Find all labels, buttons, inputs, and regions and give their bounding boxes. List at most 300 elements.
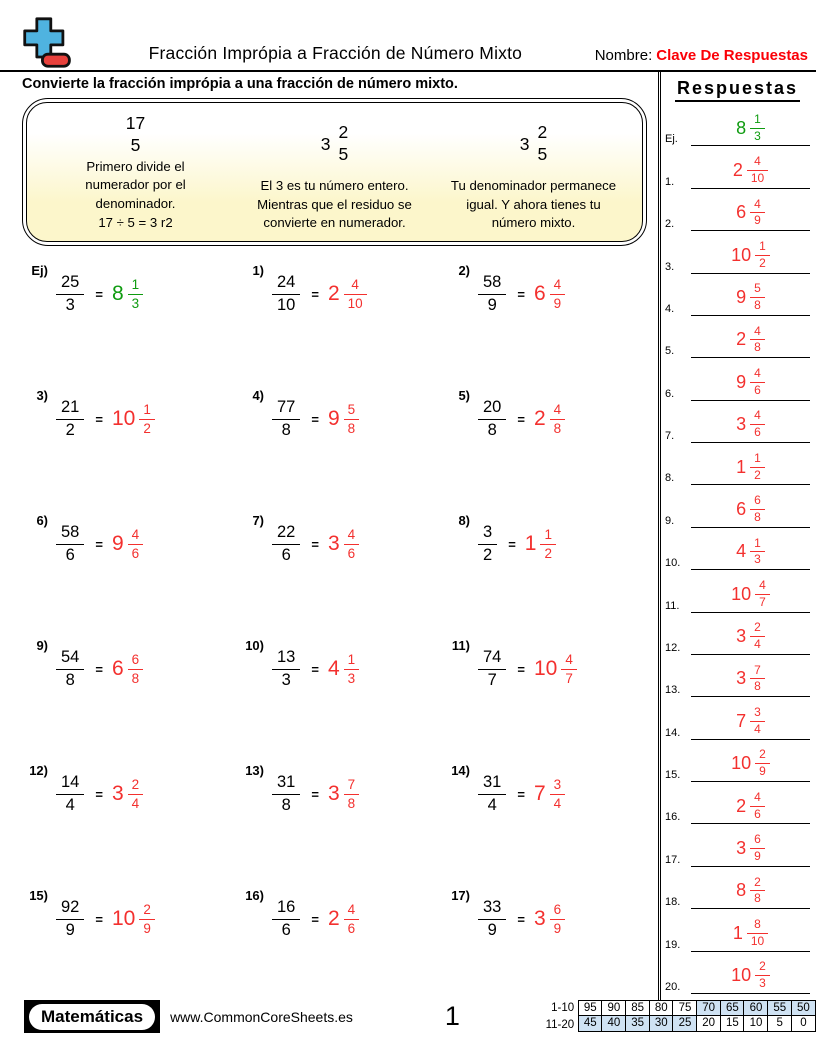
answer-blank-line — [691, 621, 810, 655]
denominator: 8 — [272, 794, 300, 816]
name-label: Nombre: — [594, 47, 653, 64]
answer-value: 3 4 6 — [736, 409, 765, 440]
brand-logo: Matemáticas — [29, 1004, 155, 1030]
problem-number: 3) — [36, 388, 48, 403]
answer-numerator: 1 — [544, 526, 552, 542]
answer-whole: 3 — [327, 532, 340, 555]
answer-number: 7. — [665, 430, 675, 442]
answer-whole: 10 — [533, 657, 558, 680]
problem-fraction — [272, 398, 300, 441]
answer-number: Ej. — [665, 133, 678, 146]
answer-fraction — [128, 527, 144, 561]
problem-fraction — [56, 898, 84, 941]
problem-answer — [112, 527, 143, 561]
answer-row — [663, 358, 812, 400]
answer-number: 1. — [665, 175, 675, 188]
problem-answer — [328, 402, 359, 436]
answer-numerator: 2 — [143, 901, 151, 917]
example-division-formula: 17 ÷ 5 = 3 r2 — [98, 214, 173, 230]
example-step-3 — [439, 111, 628, 232]
example-fraction: 17 5 — [125, 112, 146, 155]
answer-whole: 2 — [327, 907, 340, 930]
answer-fraction — [344, 652, 360, 686]
answer-number: 14. — [665, 726, 681, 739]
problem-answer — [328, 277, 367, 311]
answer-blank-line — [691, 367, 810, 401]
answer-blank-line — [691, 833, 810, 867]
answer-fraction — [128, 277, 144, 311]
problem-fraction — [56, 398, 84, 441]
answer-denominator: 3 — [344, 669, 360, 687]
problem-number: 8) — [458, 513, 470, 528]
answer-value: 6 4 9 — [736, 198, 765, 229]
answer-denominator: 8 — [344, 794, 360, 812]
answer-row — [663, 485, 812, 527]
answer-number: 2. — [665, 218, 675, 231]
numerator: 31 — [277, 772, 296, 791]
answer-denominator: 9 — [139, 919, 155, 937]
answer-numerator: 2 — [131, 776, 140, 792]
answer-blank-line — [691, 706, 810, 740]
example-step-2-text: El 3 es tu número entero. Mientras que el residuo se convierte en numerador. — [257, 178, 412, 230]
equals-sign: = — [311, 661, 319, 677]
score-cell: 5 — [767, 1015, 792, 1032]
answer-numerator: 6 — [131, 651, 140, 667]
score-cell: 15 — [720, 1015, 745, 1032]
score-cell: 65 — [720, 1000, 745, 1017]
answer-value: 7 3 4 — [736, 706, 765, 737]
numerator: 74 — [483, 647, 502, 666]
answer-number: 19. — [665, 938, 681, 951]
numerator: 24 — [277, 272, 296, 291]
answer-fraction — [561, 652, 577, 686]
problem — [236, 383, 442, 455]
answer-value: 6 6 8 — [736, 494, 765, 525]
answer-denominator: 6 — [344, 919, 360, 937]
answer-whole: 3 — [533, 907, 546, 930]
answer-number: 20. — [665, 980, 681, 993]
equals-sign: = — [517, 911, 525, 927]
problem-answer — [534, 277, 565, 311]
problem — [20, 883, 236, 955]
problem — [442, 758, 655, 830]
problem-fraction — [478, 398, 506, 441]
answer-whole: 3 — [327, 782, 340, 805]
denominator: 9 — [56, 919, 84, 941]
answer-denominator: 8 — [550, 419, 566, 437]
problem-number: 15) — [29, 888, 48, 903]
problem-answer — [328, 777, 359, 811]
answer-numerator: 1 — [347, 651, 356, 667]
denominator: 6 — [56, 544, 84, 566]
problem-answer — [112, 777, 143, 811]
equals-sign: = — [311, 411, 319, 427]
problem-answer — [534, 652, 577, 686]
equals-sign: = — [95, 786, 103, 802]
denominator: 8 — [478, 419, 506, 441]
problem — [20, 633, 236, 705]
answer-row — [663, 613, 812, 655]
answer-value: 3 7 8 — [736, 664, 765, 695]
problem — [20, 258, 236, 330]
denominator: 9 — [478, 919, 506, 941]
answer-row — [663, 570, 812, 612]
answer-denominator: 2 — [139, 419, 155, 437]
problem-number: 13) — [245, 763, 264, 778]
answer-value: 2 4 6 — [736, 791, 765, 822]
answer-numerator: 1 — [143, 401, 151, 417]
answer-blank-line — [691, 876, 810, 910]
answer-row — [663, 231, 812, 273]
main-column — [0, 72, 655, 1002]
answer-number: 5. — [665, 345, 675, 358]
problem — [442, 383, 655, 455]
answer-blank-line — [691, 537, 810, 571]
answer-fraction — [139, 402, 155, 436]
problem-fraction — [478, 773, 506, 816]
answer-number: 8. — [665, 472, 675, 485]
problem-number: 12) — [29, 763, 48, 778]
answer-number: 16. — [665, 811, 681, 824]
problem-number: 17) — [451, 888, 470, 903]
page-title: Fracción Imprópia a Fracción de Número Mixto — [148, 43, 523, 63]
answer-fraction — [344, 527, 360, 561]
problem-fraction — [478, 648, 506, 691]
numerator: 54 — [61, 647, 80, 666]
score-cell: 90 — [601, 1000, 626, 1017]
answer-numerator: 4 — [553, 401, 562, 417]
denominator: 6 — [272, 544, 300, 566]
answer-number: 4. — [665, 302, 675, 315]
answer-denominator: 4 — [550, 794, 566, 812]
answer-blank-line — [691, 664, 810, 698]
answer-number: 6. — [665, 387, 675, 400]
answer-row — [663, 104, 812, 146]
answer-value: 3 6 9 — [736, 833, 765, 864]
example-mixed-number: 3 2 5 — [320, 122, 349, 165]
answer-value: 10 2 3 — [731, 960, 770, 991]
answer-numerator: 4 — [553, 276, 562, 292]
equals-sign: = — [517, 661, 525, 677]
answer-whole: 7 — [533, 782, 546, 805]
instruction-text: Convierte la fracción imprópia a una fracción de número mixto. — [22, 76, 458, 92]
answer-denominator: 7 — [561, 669, 577, 687]
equals-sign: = — [508, 536, 516, 552]
problem-fraction — [272, 648, 300, 691]
answer-fraction — [128, 652, 144, 686]
answer-fraction — [344, 402, 360, 436]
answer-row — [663, 740, 812, 782]
header — [0, 0, 816, 70]
answer-row — [663, 697, 812, 739]
problem-fraction — [272, 523, 300, 566]
problem-answer — [328, 652, 359, 686]
problem-number: 14) — [451, 763, 470, 778]
answer-value: 1 8 10 — [733, 918, 768, 949]
answer-denominator: 9 — [550, 919, 566, 937]
answer-number: 18. — [665, 896, 681, 909]
equals-sign: = — [95, 661, 103, 677]
score-row-2-label: 11-20 — [545, 1018, 575, 1031]
problem — [236, 258, 442, 330]
answer-whole: 8 — [111, 282, 124, 305]
score-cell: 45 — [578, 1015, 603, 1032]
answer-fraction — [550, 277, 566, 311]
problem-fraction — [478, 523, 497, 566]
website-url: www.CommonCoreSheets.es — [170, 1008, 353, 1025]
problem-fraction — [56, 273, 84, 316]
equals-sign: = — [95, 411, 103, 427]
answer-row — [663, 443, 812, 485]
denominator: 8 — [272, 419, 300, 441]
problem-answer — [328, 902, 359, 936]
answer-value: 10 2 9 — [731, 748, 770, 779]
answer-numerator: 1 — [131, 276, 140, 292]
equals-sign: = — [95, 286, 103, 302]
denominator: 3 — [272, 669, 300, 691]
problem — [442, 508, 655, 580]
score-cell: 30 — [649, 1015, 674, 1032]
answer-whole: 4 — [327, 657, 340, 680]
example-box — [22, 98, 647, 246]
answer-denominator: 4 — [128, 794, 144, 812]
score-cell: 35 — [625, 1015, 650, 1032]
answer-number: 11. — [665, 599, 680, 612]
score-cell: 60 — [743, 1000, 768, 1017]
answer-fraction — [128, 777, 144, 811]
problem-fraction — [56, 523, 84, 566]
answer-row — [663, 824, 812, 866]
answer-fraction — [540, 527, 556, 561]
equals-sign: = — [311, 536, 319, 552]
problem-number: 7) — [252, 513, 264, 528]
answer-value: 2 4 8 — [736, 325, 765, 356]
answer-blank-line — [691, 960, 810, 994]
answer-row — [663, 146, 812, 188]
answer-row — [663, 274, 812, 316]
problem-number: 4) — [252, 388, 264, 403]
numerator: 31 — [483, 772, 502, 791]
problem-answer — [525, 527, 556, 561]
content — [0, 72, 816, 1002]
answer-fraction — [550, 402, 566, 436]
answer-blank-line — [691, 452, 810, 486]
answer-fraction — [344, 777, 360, 811]
score-cell: 55 — [767, 1000, 792, 1017]
example-mixed-number: 3 2 5 — [519, 122, 548, 165]
example-step-2 — [240, 111, 429, 232]
problem-answer — [112, 402, 155, 436]
answer-value: 10 1 2 — [731, 240, 770, 271]
answer-blank-line — [691, 325, 810, 359]
answer-whole: 6 — [533, 282, 546, 305]
score-row-1 — [535, 1000, 816, 1017]
answer-numerator: 4 — [351, 276, 359, 292]
example-step-1-text: Primero divide el numerador por el denominador. 17 ÷ 5 = 3 r2 — [57, 158, 215, 232]
problem-answer — [534, 902, 565, 936]
answer-value: 8 2 8 — [736, 876, 765, 907]
problem — [20, 383, 236, 455]
problem-number: 5) — [458, 388, 470, 403]
answer-value: 10 4 7 — [731, 579, 770, 610]
answers-sidebar — [661, 72, 816, 1002]
score-row-1-label: 1-10 — [551, 1001, 575, 1014]
answer-denominator: 6 — [128, 544, 144, 562]
denominator: 6 — [272, 919, 300, 941]
denominator: 10 — [272, 294, 300, 316]
answer-denominator: 10 — [344, 294, 367, 312]
answer-row — [663, 909, 812, 951]
answer-numerator: 7 — [347, 776, 356, 792]
equals-sign: = — [517, 286, 525, 302]
answer-numerator: 3 — [553, 776, 562, 792]
answer-key-label: Clave De Respuestas — [656, 47, 808, 64]
denominator: 4 — [478, 794, 506, 816]
score-cell: 75 — [672, 1000, 697, 1017]
problem — [236, 758, 442, 830]
equals-sign: = — [311, 286, 319, 302]
answers-list — [663, 104, 812, 994]
problem-number: 9) — [36, 638, 48, 653]
denominator: 7 — [478, 669, 506, 691]
problem-number: 1) — [252, 263, 264, 278]
example-step-3-text: Tu denominador permanece igual. Y ahora tienes tu número mixto. — [450, 178, 617, 230]
problem-number: 6) — [36, 513, 48, 528]
answer-row — [663, 528, 812, 570]
answer-value: 4 1 3 — [736, 537, 765, 568]
score-cell: 25 — [672, 1015, 697, 1032]
numerator: 3 — [483, 522, 493, 541]
answer-blank-line — [691, 155, 810, 189]
numerator: 92 — [61, 897, 80, 916]
equals-sign: = — [95, 911, 103, 927]
problem-answer — [112, 652, 143, 686]
answer-denominator: 3 — [128, 294, 144, 312]
answer-numerator: 5 — [347, 401, 356, 417]
answer-value: 1 1 2 — [736, 452, 765, 483]
answer-blank-line — [691, 494, 810, 528]
answer-blank-line — [691, 113, 810, 147]
problem-answer — [112, 902, 155, 936]
plus-minus-logo-icon — [20, 16, 76, 70]
answer-whole: 9 — [111, 532, 124, 555]
numerator: 22 — [277, 522, 296, 541]
problem-fraction — [56, 648, 84, 691]
score-cell: 50 — [791, 1000, 816, 1017]
brand-bar — [24, 1000, 160, 1033]
answer-whole: 6 — [111, 657, 124, 680]
answer-fraction — [550, 902, 566, 936]
answer-row — [663, 782, 812, 824]
answer-numerator: 6 — [553, 901, 562, 917]
problem-fraction — [272, 898, 300, 941]
denominator: 2 — [56, 419, 84, 441]
answer-number: 10. — [665, 557, 681, 570]
problem — [236, 883, 442, 955]
problem-fraction — [478, 273, 506, 316]
numerator: 13 — [277, 647, 296, 666]
problem — [236, 633, 442, 705]
answer-number: 3. — [665, 260, 675, 273]
answer-blank-line — [691, 579, 810, 613]
problem — [20, 508, 236, 580]
equals-sign: = — [95, 536, 103, 552]
problem-fraction — [272, 773, 300, 816]
answer-denominator: 6 — [344, 544, 360, 562]
answer-blank-line — [691, 791, 810, 825]
answer-row — [663, 867, 812, 909]
problem-number: Ej) — [31, 263, 48, 278]
answer-blank-line — [691, 748, 810, 782]
answer-blank-line — [691, 282, 810, 316]
answer-value: 9 4 6 — [736, 367, 765, 398]
answer-row — [663, 952, 812, 994]
answer-fraction — [344, 902, 360, 936]
answer-number: 12. — [665, 641, 681, 654]
answer-blank-line — [691, 918, 810, 952]
problem-fraction — [56, 773, 84, 816]
score-cell: 20 — [696, 1015, 721, 1032]
answer-denominator: 8 — [128, 669, 144, 687]
answer-numerator: 4 — [131, 526, 140, 542]
score-cell: 95 — [578, 1000, 603, 1017]
numerator: 77 — [277, 397, 296, 416]
score-cell: 40 — [601, 1015, 626, 1032]
answer-whole: 9 — [327, 407, 340, 430]
problem-answer — [534, 402, 565, 436]
answer-whole: 1 — [524, 532, 537, 555]
numerator: 20 — [483, 397, 502, 416]
example-step-1 — [41, 111, 230, 232]
answer-row — [663, 189, 812, 231]
answer-row — [663, 401, 812, 443]
problems-grid — [20, 258, 655, 955]
answers-title: Respuestas — [675, 76, 800, 102]
answer-denominator: 2 — [540, 544, 556, 562]
denominator: 3 — [56, 294, 84, 316]
answer-fraction — [550, 777, 566, 811]
problem-answer — [112, 277, 143, 311]
problem-fraction — [478, 898, 506, 941]
denominator: 8 — [56, 669, 84, 691]
answer-number: 9. — [665, 514, 675, 527]
score-row-2 — [535, 1017, 816, 1034]
problem — [236, 508, 442, 580]
numerator: 14 — [61, 772, 80, 791]
equals-sign: = — [311, 911, 319, 927]
answer-row — [663, 655, 812, 697]
answer-blank-line — [691, 409, 810, 443]
answer-numerator: 4 — [347, 526, 356, 542]
answer-whole: 10 — [111, 907, 136, 930]
equals-sign: = — [311, 786, 319, 802]
answer-number: 15. — [665, 769, 681, 781]
numerator: 58 — [61, 522, 80, 541]
denominator: 2 — [478, 544, 497, 566]
problem — [442, 633, 655, 705]
numerator: 33 — [483, 897, 502, 916]
problem-answer — [534, 777, 565, 811]
equals-sign: = — [517, 411, 525, 427]
answer-number: 13. — [665, 684, 681, 697]
problem — [442, 883, 655, 955]
answer-whole: 10 — [111, 407, 136, 430]
problem-answer — [328, 527, 359, 561]
problem-fraction — [272, 273, 300, 316]
numerator: 16 — [277, 897, 296, 916]
equals-sign: = — [517, 786, 525, 802]
numerator: 25 — [61, 272, 80, 291]
